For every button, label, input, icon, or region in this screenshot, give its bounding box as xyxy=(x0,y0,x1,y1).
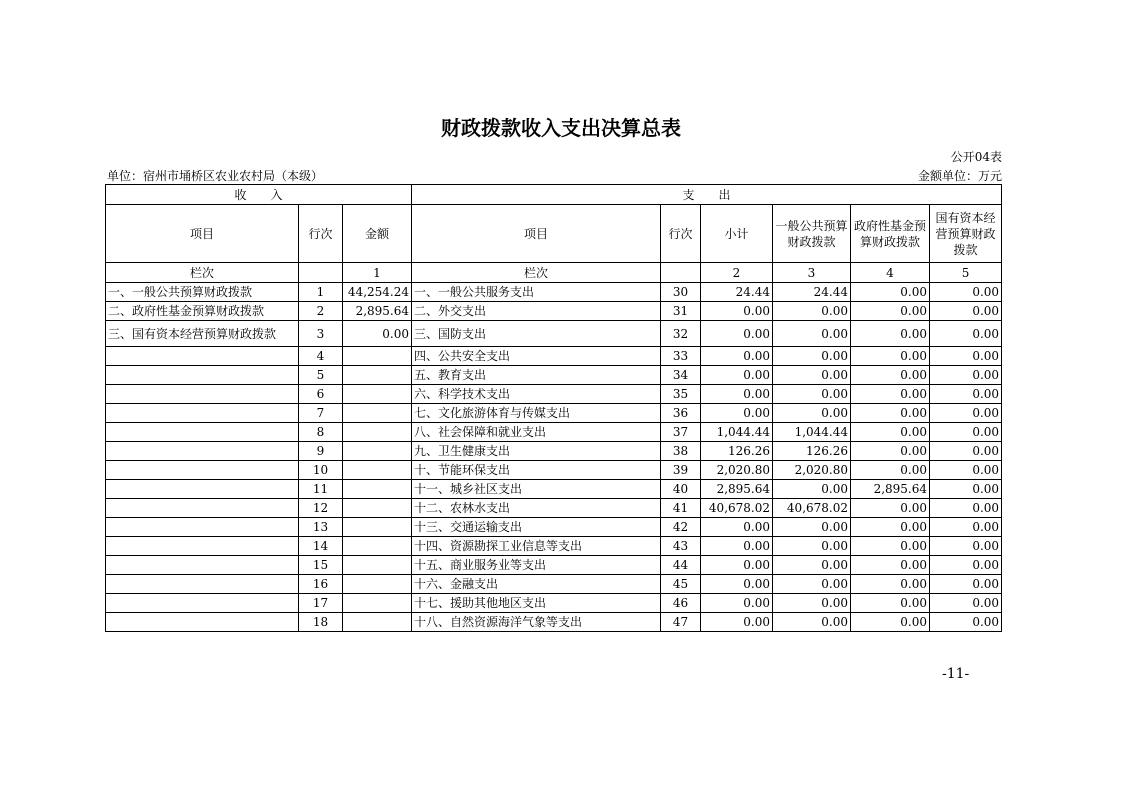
gov-fund-cell: 0.00 xyxy=(851,461,930,480)
expense-header: 支 出 xyxy=(412,185,1002,205)
income-amount-cell xyxy=(343,537,412,556)
subtotal-cell: 0.00 xyxy=(701,537,773,556)
income-row-no-cell: 11 xyxy=(299,480,343,499)
expense-row-no-cell: 36 xyxy=(661,404,701,423)
income-row-no-cell: 12 xyxy=(299,499,343,518)
income-row-no-cell: 13 xyxy=(299,518,343,537)
expense-row-no-cell: 42 xyxy=(661,518,701,537)
income-row-no-cell: 10 xyxy=(299,461,343,480)
income-amount-cell: 44,254.24 xyxy=(343,283,412,302)
income-item-cell xyxy=(106,480,299,499)
gov-fund-cell: 0.00 xyxy=(851,347,930,366)
subtotal-cell: 1,044.44 xyxy=(701,423,773,442)
table-row xyxy=(106,423,1002,442)
table-row xyxy=(106,404,1002,423)
expense-row-no-cell: 35 xyxy=(661,385,701,404)
general-budget-cell: 0.00 xyxy=(773,518,851,537)
general-budget-cell: 40,678.02 xyxy=(773,499,851,518)
subtotal-cell: 2,020.80 xyxy=(701,461,773,480)
income-item-cell xyxy=(106,518,299,537)
expense-row-no-cell: 34 xyxy=(661,366,701,385)
income-row-no-cell: 1 xyxy=(299,283,343,302)
expense-item-cell: 一、一般公共服务支出 xyxy=(412,283,661,302)
gov-fund-cell: 0.00 xyxy=(851,283,930,302)
exp-col-label: 栏次 xyxy=(412,263,661,283)
income-item-cell: 一、一般公共预算财政拨款 xyxy=(106,283,299,302)
income-row-no-cell: 17 xyxy=(299,594,343,613)
expense-row-no-cell: 31 xyxy=(661,302,701,321)
income-item-cell xyxy=(106,385,299,404)
state-capital-cell: 0.00 xyxy=(930,499,1002,518)
income-amount-cell xyxy=(343,480,412,499)
income-amount-cell xyxy=(343,347,412,366)
subtotal-cell: 0.00 xyxy=(701,366,773,385)
expense-item-cell: 二、外交支出 xyxy=(412,302,661,321)
general-budget-cell: 1,044.44 xyxy=(773,423,851,442)
gov-fund-cell: 0.00 xyxy=(851,404,930,423)
state-capital-header: 国有资本经营预算财政拨款 xyxy=(930,205,1002,263)
table-row xyxy=(106,480,1002,499)
expense-row-no-header: 行次 xyxy=(661,205,701,263)
income-item-cell xyxy=(106,347,299,366)
col-index-5: 5 xyxy=(930,263,1002,283)
subtotal-cell: 126.26 xyxy=(701,442,773,461)
income-row-no-cell: 5 xyxy=(299,366,343,385)
expense-item-cell: 五、教育支出 xyxy=(412,366,661,385)
general-budget-header: 一般公共预算财政拨款 xyxy=(773,205,851,263)
income-item-cell xyxy=(106,613,299,632)
income-amount-cell xyxy=(343,613,412,632)
col-index-4: 4 xyxy=(851,263,930,283)
state-capital-cell: 0.00 xyxy=(930,594,1002,613)
column-index-row xyxy=(106,263,1002,283)
gov-fund-cell: 0.00 xyxy=(851,518,930,537)
income-item-cell xyxy=(106,499,299,518)
expense-item-cell: 十七、援助其他地区支出 xyxy=(412,594,661,613)
income-amount-cell xyxy=(343,385,412,404)
general-budget-cell: 0.00 xyxy=(773,480,851,499)
income-amount-cell: 2,895.64 xyxy=(343,302,412,321)
gov-fund-cell: 0.00 xyxy=(851,442,930,461)
subtotal-header: 小计 xyxy=(701,205,773,263)
income-row-no-cell: 9 xyxy=(299,442,343,461)
subtotal-cell: 40,678.02 xyxy=(701,499,773,518)
expense-row-no-cell: 38 xyxy=(661,442,701,461)
gov-fund-cell: 0.00 xyxy=(851,594,930,613)
expense-item-cell: 十五、商业服务业等支出 xyxy=(412,556,661,575)
col-label: 栏次 xyxy=(106,263,299,283)
table-row xyxy=(106,575,1002,594)
expense-item-cell: 十八、自然资源海洋气象等支出 xyxy=(412,613,661,632)
income-row-no-cell: 6 xyxy=(299,385,343,404)
general-budget-cell: 0.00 xyxy=(773,404,851,423)
table-row xyxy=(106,283,1002,302)
state-capital-cell: 0.00 xyxy=(930,366,1002,385)
gov-fund-cell: 0.00 xyxy=(851,499,930,518)
page-number: -11- xyxy=(942,666,970,682)
subtotal-cell: 0.00 xyxy=(701,385,773,404)
income-amount-cell xyxy=(343,518,412,537)
expense-item-cell: 九、卫生健康支出 xyxy=(412,442,661,461)
gov-fund-cell: 0.00 xyxy=(851,321,930,347)
income-row-no-header: 行次 xyxy=(299,205,343,263)
state-capital-cell: 0.00 xyxy=(930,347,1002,366)
state-capital-cell: 0.00 xyxy=(930,480,1002,499)
state-capital-cell: 0.00 xyxy=(930,518,1002,537)
expense-item-cell: 十六、金融支出 xyxy=(412,575,661,594)
income-row-no-cell: 18 xyxy=(299,613,343,632)
income-amount-cell xyxy=(343,423,412,442)
income-amount-cell xyxy=(343,499,412,518)
table-row xyxy=(106,499,1002,518)
income-amount-header: 金额 xyxy=(343,205,412,263)
expense-row-no-cell: 47 xyxy=(661,613,701,632)
expense-item-cell: 八、社会保障和就业支出 xyxy=(412,423,661,442)
income-row-no-cell: 3 xyxy=(299,321,343,347)
exp-col-index-blank xyxy=(661,263,701,283)
subtotal-cell: 0.00 xyxy=(701,302,773,321)
expense-row-no-cell: 32 xyxy=(661,321,701,347)
income-item-header: 项目 xyxy=(106,205,299,263)
general-budget-cell: 0.00 xyxy=(773,594,851,613)
gov-fund-cell: 0.00 xyxy=(851,537,930,556)
expense-item-header: 项目 xyxy=(412,205,661,263)
expense-row-no-cell: 33 xyxy=(661,347,701,366)
gov-fund-cell: 0.00 xyxy=(851,575,930,594)
income-item-cell xyxy=(106,575,299,594)
gov-fund-cell: 0.00 xyxy=(851,302,930,321)
income-row-no-cell: 16 xyxy=(299,575,343,594)
income-item-cell xyxy=(106,556,299,575)
general-budget-cell: 0.00 xyxy=(773,537,851,556)
subtotal-cell: 0.00 xyxy=(701,594,773,613)
income-amount-cell: 0.00 xyxy=(343,321,412,347)
income-amount-cell xyxy=(343,594,412,613)
income-item-cell xyxy=(106,423,299,442)
gov-fund-cell: 0.00 xyxy=(851,613,930,632)
table-row xyxy=(106,613,1002,632)
income-row-no-cell: 7 xyxy=(299,404,343,423)
income-header: 收 入 xyxy=(106,185,412,205)
state-capital-cell: 0.00 xyxy=(930,575,1002,594)
state-capital-cell: 0.00 xyxy=(930,321,1002,347)
form-code: 公开04表 xyxy=(950,150,1002,164)
budget-summary-table xyxy=(105,184,1002,632)
expense-row-no-cell: 39 xyxy=(661,461,701,480)
state-capital-cell: 0.00 xyxy=(930,613,1002,632)
general-budget-cell: 0.00 xyxy=(773,613,851,632)
expense-item-cell: 十三、交通运输支出 xyxy=(412,518,661,537)
general-budget-cell: 126.26 xyxy=(773,442,851,461)
income-amount-cell xyxy=(343,442,412,461)
expense-row-no-cell: 46 xyxy=(661,594,701,613)
expense-item-cell: 十一、城乡社区支出 xyxy=(412,480,661,499)
subtotal-cell: 0.00 xyxy=(701,518,773,537)
income-amount-cell xyxy=(343,575,412,594)
state-capital-cell: 0.00 xyxy=(930,385,1002,404)
general-budget-cell: 0.00 xyxy=(773,385,851,404)
page-title: 财政拨款收入支出决算总表 xyxy=(441,116,681,140)
table-row xyxy=(106,518,1002,537)
table-row xyxy=(106,321,1002,347)
table-row xyxy=(106,366,1002,385)
column-header-row xyxy=(106,205,1002,263)
general-budget-cell: 0.00 xyxy=(773,302,851,321)
income-row-no-cell: 14 xyxy=(299,537,343,556)
income-item-cell: 二、政府性基金预算财政拨款 xyxy=(106,302,299,321)
income-item-cell xyxy=(106,366,299,385)
expense-row-no-cell: 45 xyxy=(661,575,701,594)
col-index-2: 2 xyxy=(701,263,773,283)
col-index-1: 1 xyxy=(343,263,412,283)
expense-item-cell: 三、国防支出 xyxy=(412,321,661,347)
general-budget-cell: 0.00 xyxy=(773,575,851,594)
table-row xyxy=(106,461,1002,480)
table-row xyxy=(106,347,1002,366)
general-budget-cell: 24.44 xyxy=(773,283,851,302)
subtotal-cell: 0.00 xyxy=(701,556,773,575)
state-capital-cell: 0.00 xyxy=(930,442,1002,461)
gov-fund-cell: 0.00 xyxy=(851,556,930,575)
expense-row-no-cell: 44 xyxy=(661,556,701,575)
unit-label: 单位：宿州市埇桥区农业农村局（本级） xyxy=(107,169,324,183)
subtotal-cell: 24.44 xyxy=(701,283,773,302)
gov-fund-cell: 2,895.64 xyxy=(851,480,930,499)
income-item-cell xyxy=(106,404,299,423)
state-capital-cell: 0.00 xyxy=(930,537,1002,556)
state-capital-cell: 0.00 xyxy=(930,302,1002,321)
income-row-no-cell: 4 xyxy=(299,347,343,366)
income-item-cell xyxy=(106,461,299,480)
expense-row-no-cell: 43 xyxy=(661,537,701,556)
state-capital-cell: 0.00 xyxy=(930,404,1002,423)
table-row xyxy=(106,385,1002,404)
section-header-row xyxy=(106,185,1002,205)
gov-fund-cell: 0.00 xyxy=(851,385,930,404)
general-budget-cell: 0.00 xyxy=(773,556,851,575)
subtotal-cell: 0.00 xyxy=(701,347,773,366)
table-row xyxy=(106,537,1002,556)
income-amount-cell xyxy=(343,556,412,575)
gov-fund-cell: 0.00 xyxy=(851,423,930,442)
gov-fund-header: 政府性基金预算财政拨款 xyxy=(851,205,930,263)
income-amount-cell xyxy=(343,366,412,385)
income-row-no-cell: 2 xyxy=(299,302,343,321)
expense-row-no-cell: 30 xyxy=(661,283,701,302)
general-budget-cell: 0.00 xyxy=(773,366,851,385)
subtotal-cell: 0.00 xyxy=(701,404,773,423)
income-amount-cell xyxy=(343,461,412,480)
income-item-cell xyxy=(106,594,299,613)
expense-row-no-cell: 40 xyxy=(661,480,701,499)
gov-fund-cell: 0.00 xyxy=(851,366,930,385)
table-row xyxy=(106,594,1002,613)
subtotal-cell: 0.00 xyxy=(701,613,773,632)
general-budget-cell: 0.00 xyxy=(773,347,851,366)
subtotal-cell: 0.00 xyxy=(701,321,773,347)
expense-row-no-cell: 37 xyxy=(661,423,701,442)
general-budget-cell: 2,020.80 xyxy=(773,461,851,480)
state-capital-cell: 0.00 xyxy=(930,556,1002,575)
expense-row-no-cell: 41 xyxy=(661,499,701,518)
table-row xyxy=(106,556,1002,575)
state-capital-cell: 0.00 xyxy=(930,283,1002,302)
income-item-cell xyxy=(106,442,299,461)
income-amount-cell xyxy=(343,404,412,423)
income-row-no-cell: 15 xyxy=(299,556,343,575)
expense-item-cell: 十四、资源勘探工业信息等支出 xyxy=(412,537,661,556)
income-row-no-cell: 8 xyxy=(299,423,343,442)
amount-unit-label: 金额单位：万元 xyxy=(917,169,1002,183)
col-index-3: 3 xyxy=(773,263,851,283)
expense-item-cell: 四、公共安全支出 xyxy=(412,347,661,366)
expense-item-cell: 十二、农林水支出 xyxy=(412,499,661,518)
col-index-blank xyxy=(299,263,343,283)
state-capital-cell: 0.00 xyxy=(930,461,1002,480)
expense-item-cell: 十、节能环保支出 xyxy=(412,461,661,480)
state-capital-cell: 0.00 xyxy=(930,423,1002,442)
general-budget-cell: 0.00 xyxy=(773,321,851,347)
income-item-cell xyxy=(106,537,299,556)
expense-item-cell: 六、科学技术支出 xyxy=(412,385,661,404)
expense-item-cell: 七、文化旅游体育与传媒支出 xyxy=(412,404,661,423)
income-item-cell: 三、国有资本经营预算财政拨款 xyxy=(106,321,299,347)
table-row xyxy=(106,302,1002,321)
subtotal-cell: 2,895.64 xyxy=(701,480,773,499)
subtotal-cell: 0.00 xyxy=(701,575,773,594)
table-row xyxy=(106,442,1002,461)
